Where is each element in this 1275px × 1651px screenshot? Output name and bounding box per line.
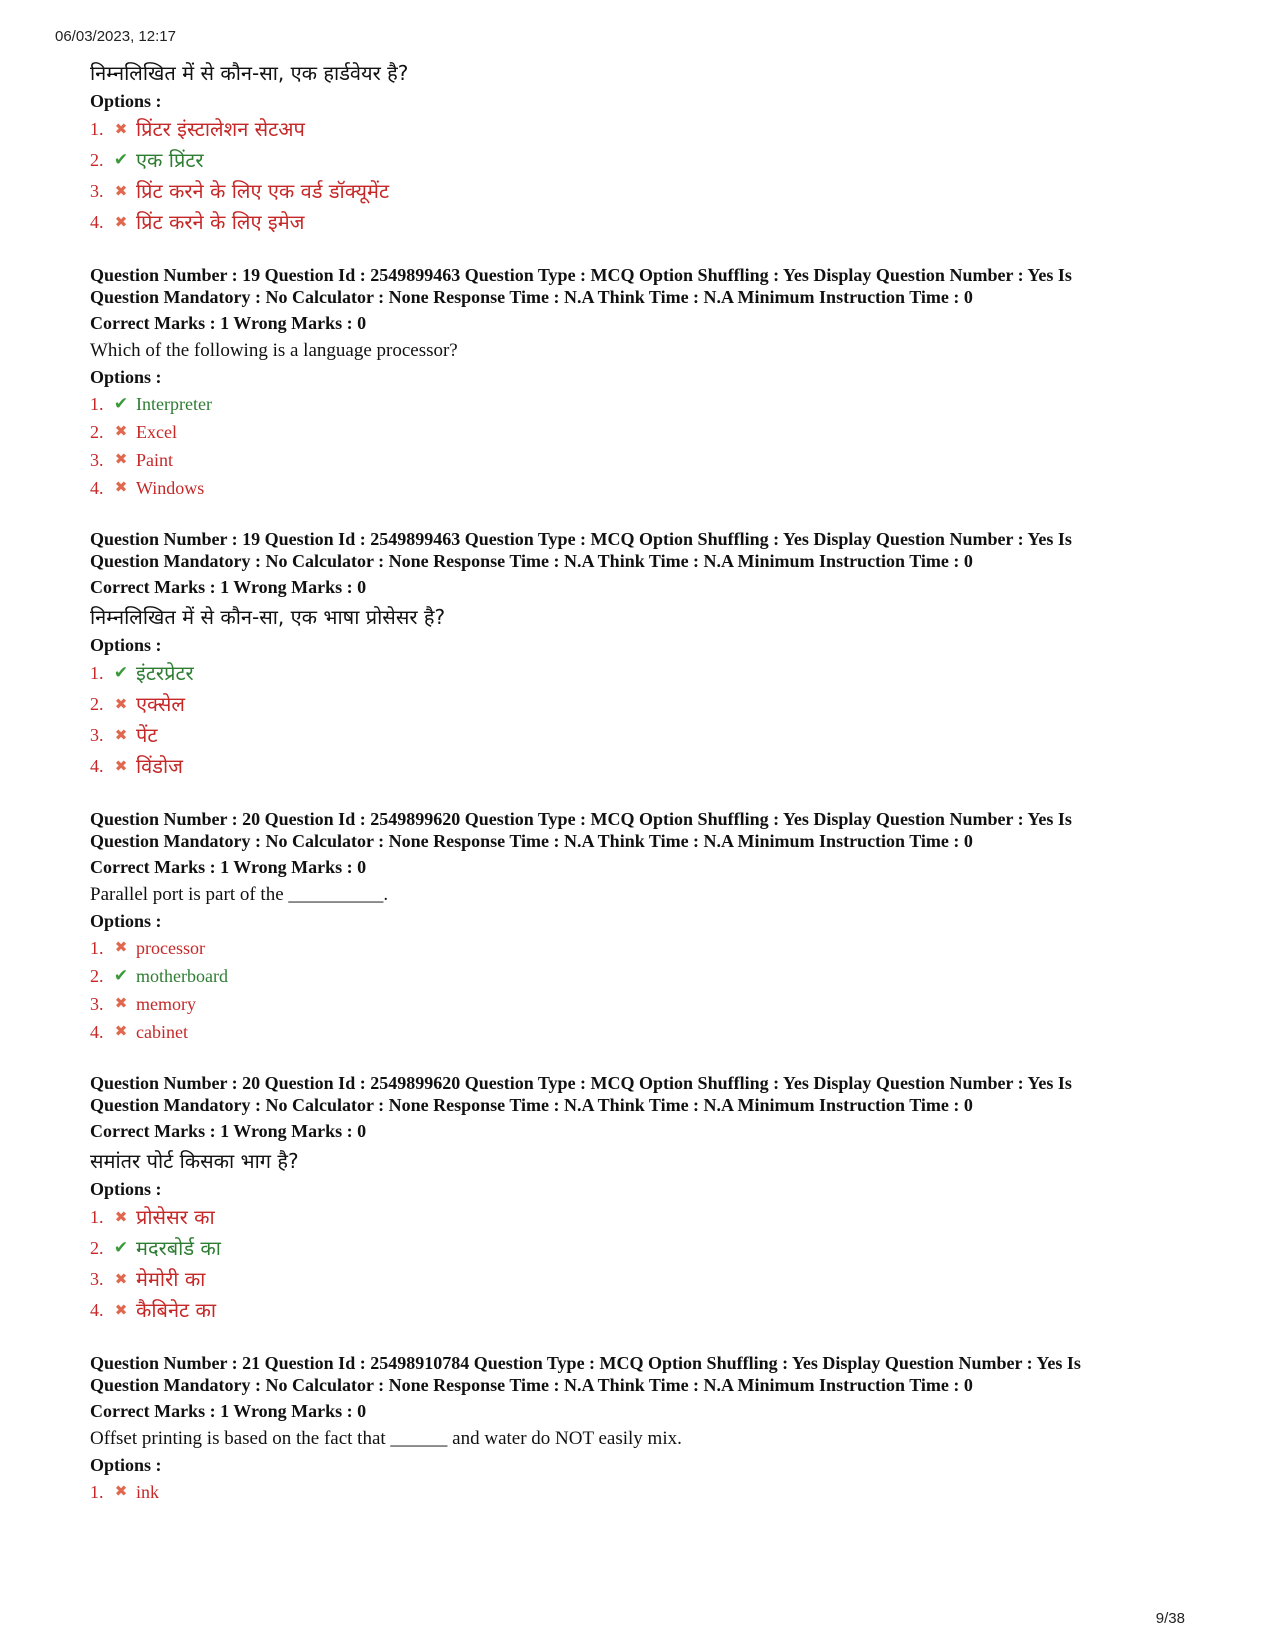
option-text: cabinet xyxy=(136,1022,188,1042)
options-label: Options : xyxy=(90,1455,162,1475)
option-item xyxy=(90,1478,1200,1506)
question-meta-line-1: Question Number : 19 Question Id : 2549899463 Question Type : MCQ Option Shuffling : Yes Display Question Number : Yes Is xyxy=(90,529,1072,549)
question-meta-line-2: Question Mandatory : No Calculator : None Response Time : N.A Think Time : N.A Minimum Instruction Time : 0 xyxy=(90,551,973,571)
option-text: प्रिंट करने के लिए इमेज xyxy=(136,210,305,234)
question-block xyxy=(90,528,1200,782)
option-text: memory xyxy=(136,994,196,1014)
marks-line: Correct Marks : 1 Wrong Marks : 0 xyxy=(90,857,367,877)
check-icon: ✔ xyxy=(113,150,129,170)
option-item xyxy=(90,934,1200,962)
check-icon: ✔ xyxy=(113,394,129,413)
option-item xyxy=(90,990,1200,1018)
question-block xyxy=(90,264,1200,502)
option-item xyxy=(90,751,1200,782)
option-number: 1. xyxy=(90,663,104,683)
option-item xyxy=(90,114,1200,145)
option-text: मेमोरी का xyxy=(136,1267,206,1291)
option-text: motherboard xyxy=(136,966,228,986)
option-item xyxy=(90,1264,1200,1295)
option-item xyxy=(90,1295,1200,1326)
option-text: प्रिंट करने के लिए एक वर्ड डॉक्यूमेंट xyxy=(136,179,390,203)
option-number: 3. xyxy=(90,450,104,470)
option-number: 4. xyxy=(90,1300,104,1320)
question-text: Offset printing is based on the fact that ______ and water do NOT easily mix. xyxy=(90,1428,682,1449)
option-text: Windows xyxy=(136,478,205,498)
check-icon: ✔ xyxy=(113,663,129,683)
option-number: 3. xyxy=(90,181,104,201)
option-number: 4. xyxy=(90,1022,104,1042)
option-text: Paint xyxy=(136,450,174,470)
cross-icon: ✖ xyxy=(114,1484,128,1500)
option-number: 4. xyxy=(90,478,104,498)
marks-line: Correct Marks : 1 Wrong Marks : 0 xyxy=(90,1121,367,1141)
check-icon: ✔ xyxy=(113,966,129,985)
option-text: ink xyxy=(136,1482,160,1502)
option-text: पेंट xyxy=(136,723,158,747)
option-number: 4. xyxy=(90,756,104,776)
cross-icon: ✖ xyxy=(114,1301,128,1319)
cross-icon: ✖ xyxy=(114,757,128,775)
check-icon: ✔ xyxy=(113,1238,129,1258)
cross-icon: ✖ xyxy=(114,480,128,496)
cross-icon: ✖ xyxy=(114,424,128,440)
marks-line: Correct Marks : 1 Wrong Marks : 0 xyxy=(90,1401,367,1421)
marks-line: Correct Marks : 1 Wrong Marks : 0 xyxy=(90,577,367,597)
question-meta-line-2: Question Mandatory : No Calculator : None Response Time : N.A Think Time : N.A Minimum Instruction Time : 0 xyxy=(90,1375,973,1395)
options-list xyxy=(90,1202,1200,1326)
option-number: 1. xyxy=(90,1482,104,1502)
option-item xyxy=(90,390,1200,418)
option-number: 1. xyxy=(90,1207,104,1227)
option-number: 3. xyxy=(90,725,104,745)
option-number: 1. xyxy=(90,119,104,139)
option-item xyxy=(90,207,1200,238)
option-text: कैबिनेट का xyxy=(136,1298,217,1322)
question-meta-line-1: Question Number : 21 Question Id : 25498910784 Question Type : MCQ Option Shuffling : Yes Display Question Number : Yes Is xyxy=(90,1353,1081,1373)
option-item xyxy=(90,446,1200,474)
option-item xyxy=(90,145,1200,176)
question-meta-line-1: Question Number : 20 Question Id : 2549899620 Question Type : MCQ Option Shuffling : Yes Display Question Number : Yes Is xyxy=(90,809,1072,829)
option-number: 3. xyxy=(90,994,104,1014)
option-number: 1. xyxy=(90,938,104,958)
cross-icon: ✖ xyxy=(114,182,128,200)
question-meta-line-1: Question Number : 20 Question Id : 2549899620 Question Type : MCQ Option Shuffling : Yes Display Question Number : Yes Is xyxy=(90,1073,1072,1093)
option-item xyxy=(90,474,1200,502)
page-number: 9/38 xyxy=(1155,1610,1185,1627)
option-text: विंडोज xyxy=(136,754,184,778)
option-item xyxy=(90,1018,1200,1046)
question-text: निम्नलिखित में से कौन-सा, एक भाषा प्रोसेसर है? xyxy=(90,605,446,629)
options-label: Options : xyxy=(90,367,162,387)
option-item xyxy=(90,418,1200,446)
option-number: 2. xyxy=(90,422,104,442)
option-text: मदरबोर्ड का xyxy=(136,1236,221,1260)
option-text: इंटरप्रेटर xyxy=(136,661,194,685)
question-meta-line-1: Question Number : 19 Question Id : 2549899463 Question Type : MCQ Option Shuffling : Yes Display Question Number : Yes Is xyxy=(90,265,1072,285)
option-text: एक्सेल xyxy=(136,692,185,716)
option-text: एक प्रिंटर xyxy=(136,148,204,172)
options-label: Options : xyxy=(90,635,162,655)
question-text: Parallel port is part of the __________. xyxy=(90,884,389,905)
option-text: प्रोसेसर का xyxy=(136,1205,215,1229)
question-paper-content xyxy=(90,58,1200,1506)
options-list xyxy=(90,658,1200,782)
option-item xyxy=(90,962,1200,990)
options-list xyxy=(90,934,1200,1046)
option-text: Interpreter xyxy=(136,394,212,414)
question-text: Which of the following is a language processor? xyxy=(90,340,458,361)
option-text: प्रिंटर इंस्टालेशन सेटअप xyxy=(136,117,305,141)
option-text: processor xyxy=(136,938,205,958)
cross-icon: ✖ xyxy=(114,120,128,138)
option-item xyxy=(90,1233,1200,1264)
options-label: Options : xyxy=(90,1179,162,1199)
options-label: Options : xyxy=(90,911,162,931)
question-block xyxy=(90,1072,1200,1326)
options-list xyxy=(90,390,1200,502)
option-number: 1. xyxy=(90,394,104,414)
options-list xyxy=(90,1478,1200,1506)
option-item xyxy=(90,1202,1200,1233)
option-number: 2. xyxy=(90,150,104,170)
question-meta-line-2: Question Mandatory : No Calculator : None Response Time : N.A Think Time : N.A Minimum Instruction Time : 0 xyxy=(90,287,973,307)
option-number: 2. xyxy=(90,966,104,986)
question-block xyxy=(90,1352,1200,1506)
cross-icon: ✖ xyxy=(114,1208,128,1226)
option-number: 2. xyxy=(90,694,104,714)
question-text: निम्नलिखित में से कौन-सा, एक हार्डवेयर है? xyxy=(90,61,409,85)
question-block xyxy=(90,58,1200,238)
cross-icon: ✖ xyxy=(114,726,128,744)
option-number: 4. xyxy=(90,212,104,232)
question-meta-line-2: Question Mandatory : No Calculator : None Response Time : N.A Think Time : N.A Minimum Instruction Time : 0 xyxy=(90,831,973,851)
cross-icon: ✖ xyxy=(114,1024,128,1040)
option-item xyxy=(90,689,1200,720)
question-block xyxy=(90,808,1200,1046)
option-item xyxy=(90,720,1200,751)
cross-icon: ✖ xyxy=(114,1270,128,1288)
option-number: 3. xyxy=(90,1269,104,1289)
print-timestamp: 06/03/2023, 12:17 xyxy=(55,28,176,45)
marks-line: Correct Marks : 1 Wrong Marks : 0 xyxy=(90,313,367,333)
cross-icon: ✖ xyxy=(114,996,128,1012)
question-meta-line-2: Question Mandatory : No Calculator : None Response Time : N.A Think Time : N.A Minimum Instruction Time : 0 xyxy=(90,1095,973,1115)
cross-icon: ✖ xyxy=(114,940,128,956)
option-item xyxy=(90,176,1200,207)
cross-icon: ✖ xyxy=(114,213,128,231)
options-list xyxy=(90,114,1200,238)
option-item xyxy=(90,658,1200,689)
options-label: Options : xyxy=(90,91,162,111)
cross-icon: ✖ xyxy=(114,695,128,713)
cross-icon: ✖ xyxy=(114,452,128,468)
question-text: समांतर पोर्ट किसका भाग है? xyxy=(90,1149,299,1173)
option-text: Excel xyxy=(136,422,177,442)
option-number: 2. xyxy=(90,1238,104,1258)
